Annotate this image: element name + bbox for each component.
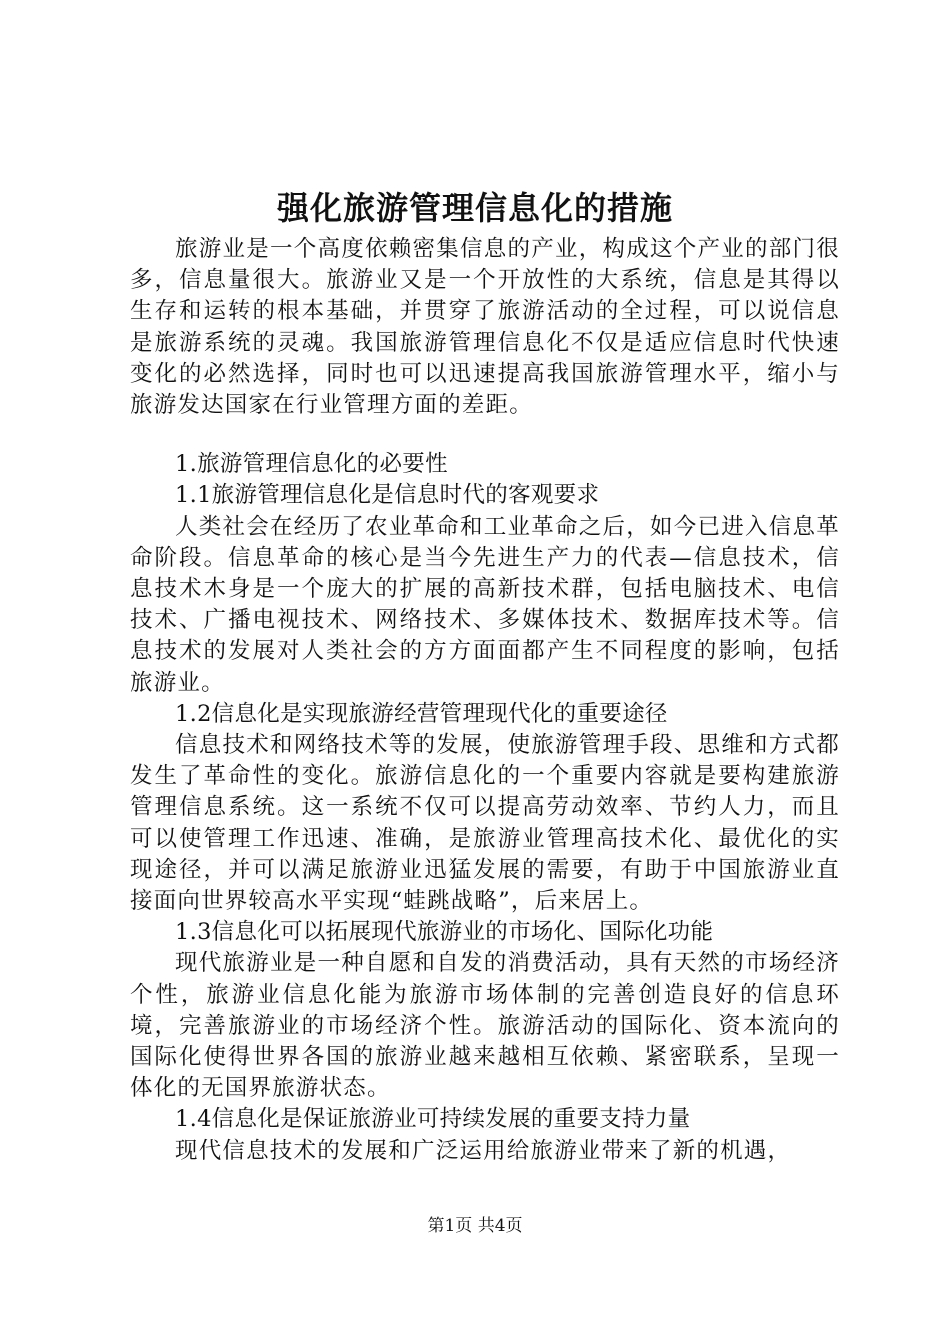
- page-footer: [0, 1214, 950, 1238]
- subsection-heading-1-4: 1.4信息化是保证旅游业可持续发展的重要支持力量: [175, 1106, 691, 1133]
- paragraph-1-2: 信息技术和网络技术等的发展，使旅游管理手段、思维和方式都发生了革命性的变化。旅游信息化的一个重要内容就是要构建旅游管理信息系统。这一系统不仅可以提高劳动效率、节约人力，而且可以使管理工作迅速、准确，是旅游业管理高技术化、最优化的实现途径，并可以满足旅游业迅猛发展的需要，有助于中国旅游业直接面向世界较高水平实现“蛙跳战略”，后来居上。: [130, 732, 840, 915]
- document-body: [130, 234, 840, 1167]
- page-number: 第1页 共4页: [427, 1216, 523, 1236]
- intro-paragraph: 旅游业是一个高度依赖密集信息的产业，构成这个产业的部门很多，信息量很大。旅游业又是一个开放性的大系统，信息是其得以生存和运转的根本基础，并贯穿了旅游活动的全过程，可以说信息是旅游系统的灵魂。我国旅游管理信息化不仅是适应信息时代快速变化的必然选择，同时也可以迅速提高我国旅游管理水平，缩小与旅游发达国家在行业管理方面的差距。: [130, 236, 840, 419]
- paragraph-1-4: 现代信息技术的发展和广泛运用给旅游业带来了新的机遇，: [175, 1137, 792, 1164]
- paragraph-1-1: 人类社会在经历了农业革命和工业革命之后，如今已进入信息革命阶段。信息革命的核心是当今先进生产力的代表—信息技术，信息技术木身是一个庞大的扩展的高新技术群，包括电脑技术、电信技术、广播电视技术、网络技术、多媒体技术、数据库技术等。信息技术的发展对人类社会的方方面面都产生不同程度的影响，包括旅游业。: [130, 513, 840, 696]
- subsection-heading-1-3: 1.3信息化可以拓展现代旅游业的市场化、国际化功能: [175, 919, 714, 946]
- paragraph-1-3: 现代旅游业是一种自愿和自发的消费活动，具有天然的市场经济个性，旅游业信息化能为旅游市场体制的完善创造良好的信息环境，完善旅游业的市场经济个性。旅游活动的国际化、资本流向的国际化使得世界各国的旅游业越来越相互依赖、紧密联系，呈现一体化的无国界旅游状态。: [130, 950, 840, 1102]
- page-title: 强化旅游管理信息化的措施: [276, 189, 673, 227]
- paragraph-spacer: [130, 421, 840, 449]
- subsection-heading-1-1: 1.1旅游管理信息化是信息时代的客观要求: [175, 482, 600, 509]
- subsection-heading-1-2: 1.2信息化是实现旅游经营管理现代化的重要途径: [175, 700, 668, 727]
- section-heading-1: 1.旅游管理信息化的必要性: [175, 451, 448, 478]
